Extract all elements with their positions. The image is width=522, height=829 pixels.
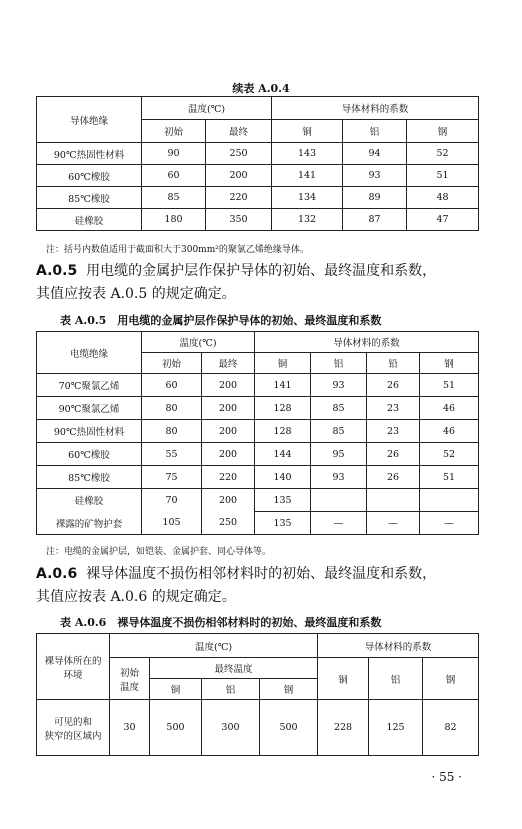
paragraph-a06 bbox=[36, 563, 496, 609]
paragraph-text: 用电缆的金属护层作保护导体的初始、最终温度和系数， bbox=[86, 263, 437, 279]
cell-initial: 55 bbox=[142, 443, 202, 466]
cell-aluminum: 87 bbox=[343, 209, 407, 231]
cell-name: 裸露的矿物护套 bbox=[37, 512, 142, 535]
cell-steel: — bbox=[420, 512, 479, 535]
sub-lead: 铅 bbox=[367, 353, 420, 374]
header-temp: 温度(℃) bbox=[142, 97, 272, 120]
cell-initial: 180 bbox=[142, 209, 206, 231]
final-steel: 钢 bbox=[260, 679, 318, 700]
sub-initial: 初始 bbox=[142, 120, 206, 143]
cell-final: 200 bbox=[202, 420, 255, 443]
header-coef: 导体材料的系数 bbox=[255, 332, 479, 353]
cell-aluminum: 85 bbox=[311, 420, 367, 443]
cell-lead: 26 bbox=[367, 466, 420, 489]
sub-aluminum: 铝 bbox=[311, 353, 367, 374]
cell-aluminum: 95 bbox=[311, 443, 367, 466]
cell-steel: 46 bbox=[420, 397, 479, 420]
sub-initial: 初始 bbox=[142, 353, 202, 374]
cell-name: 90℃热固性材料 bbox=[37, 143, 142, 165]
table-a06 bbox=[36, 633, 479, 756]
cell-environment bbox=[37, 700, 110, 756]
cell-aluminum: 93 bbox=[311, 466, 367, 489]
cell-initial: 80 bbox=[142, 397, 202, 420]
cell-lead: — bbox=[367, 512, 420, 535]
cell-steel: 52 bbox=[420, 443, 479, 466]
cell-copper: 128 bbox=[255, 420, 311, 443]
cell-final: 250 bbox=[206, 143, 272, 165]
paragraph-text: 裸导体温度不损伤相邻材料时的初始、最终温度和系数， bbox=[86, 566, 437, 582]
table-a05-note: 注：电缆的金属护层，如铠装、金属护套、同心导体等。 bbox=[46, 547, 272, 557]
cell-lead: 26 bbox=[367, 443, 420, 466]
cell-name: 硅橡胶 bbox=[37, 209, 142, 231]
table-a06-caption: 表 A.0.6 裸导体温度不损伤相邻材料时的初始、最终温度和系数 bbox=[60, 616, 382, 629]
cell-final: 200 bbox=[202, 443, 255, 466]
final-aluminum: 铝 bbox=[202, 679, 260, 700]
sub-steel: 钢 bbox=[407, 120, 479, 143]
sub-initial-line: 初始 bbox=[119, 667, 139, 679]
cell-name: 85℃橡胶 bbox=[37, 187, 142, 209]
cell-aluminum: 85 bbox=[311, 397, 367, 420]
table-row bbox=[37, 443, 479, 466]
header-environment-line: 环境 bbox=[63, 669, 83, 681]
header-insulation: 导体绝缘 bbox=[37, 97, 142, 143]
cell-initial: 105 bbox=[142, 512, 202, 535]
cell-copper: 128 bbox=[255, 397, 311, 420]
final-copper: 铜 bbox=[150, 679, 202, 700]
cell-aluminum: 125 bbox=[369, 700, 423, 756]
cell-aluminum: 94 bbox=[343, 143, 407, 165]
paragraph-text: 其值应按表 A.0.6 的规定确定。 bbox=[36, 589, 236, 605]
sub-initial-temp bbox=[110, 658, 150, 700]
cell-initial: 75 bbox=[142, 466, 202, 489]
cell-aluminum: 89 bbox=[343, 187, 407, 209]
cell-copper: 132 bbox=[272, 209, 343, 231]
cell-steel: 46 bbox=[420, 420, 479, 443]
cell-initial: 85 bbox=[142, 187, 206, 209]
cell-name: 90℃聚氯乙烯 bbox=[37, 397, 142, 420]
cell-copper: 141 bbox=[272, 165, 343, 187]
cell-name: 85℃橡胶 bbox=[37, 466, 142, 489]
cell-aluminum: 93 bbox=[311, 374, 367, 397]
cell-steel: 48 bbox=[407, 187, 479, 209]
cell-copper: 135 bbox=[255, 489, 311, 512]
cell-lead: 23 bbox=[367, 397, 420, 420]
sub-final-temp: 最终温度 bbox=[150, 658, 318, 679]
table-row bbox=[37, 209, 479, 231]
cell-copper: 228 bbox=[318, 700, 369, 756]
paragraph-text: 其值应按表 A.0.5 的规定确定。 bbox=[36, 286, 236, 302]
sub-steel: 钢 bbox=[420, 353, 479, 374]
cell-steel: 51 bbox=[407, 165, 479, 187]
cell-final-aluminum: 300 bbox=[202, 700, 260, 756]
cell-steel: 82 bbox=[423, 700, 479, 756]
sub-aluminum: 铝 bbox=[343, 120, 407, 143]
sub-initial-line: 温度 bbox=[119, 681, 139, 693]
header-insulation: 电缆绝缘 bbox=[37, 332, 142, 374]
cell-steel bbox=[420, 489, 479, 512]
sub-final: 最终 bbox=[202, 353, 255, 374]
cell-environment-line: 狭窄的区域内 bbox=[44, 730, 102, 742]
cell-initial: 90 bbox=[142, 143, 206, 165]
cell-copper: 143 bbox=[272, 143, 343, 165]
cell-final: 220 bbox=[202, 466, 255, 489]
table-row bbox=[37, 512, 479, 535]
cell-final: 200 bbox=[206, 165, 272, 187]
sub-copper: 铜 bbox=[255, 353, 311, 374]
table-row bbox=[37, 466, 479, 489]
header-temp: 温度(℃) bbox=[142, 332, 255, 353]
cell-steel: 51 bbox=[420, 374, 479, 397]
cell-lead: 23 bbox=[367, 420, 420, 443]
cell-initial: 60 bbox=[142, 374, 202, 397]
table-a04-note: 注：括号内数值适用于截面积大于300mm²的聚氯乙烯绝缘导体。 bbox=[46, 245, 309, 255]
cell-name: 70℃聚氯乙烯 bbox=[37, 374, 142, 397]
table-a05-caption: 表 A.0.5 用电缆的金属护层作保护导体的初始、最终温度和系数 bbox=[60, 314, 382, 327]
table-row bbox=[37, 397, 479, 420]
header-environment-line: 裸导体所在的 bbox=[44, 655, 102, 667]
sub-steel: 钢 bbox=[423, 658, 479, 700]
cell-name: 60℃橡胶 bbox=[37, 165, 142, 187]
cell-aluminum: 93 bbox=[343, 165, 407, 187]
table-row bbox=[37, 165, 479, 187]
table-row bbox=[37, 489, 479, 512]
cell-aluminum bbox=[311, 489, 367, 512]
cell-copper: 135 bbox=[255, 512, 311, 535]
cell-steel: 51 bbox=[420, 466, 479, 489]
table-row bbox=[37, 700, 479, 756]
table-a04-caption: 续表 A.0.4 bbox=[232, 82, 290, 95]
cell-environment-line: 可见的和 bbox=[53, 716, 92, 728]
sub-copper: 铜 bbox=[272, 120, 343, 143]
cell-steel: 52 bbox=[407, 143, 479, 165]
cell-copper: 140 bbox=[255, 466, 311, 489]
cell-final-copper: 500 bbox=[150, 700, 202, 756]
cell-initial: 70 bbox=[142, 489, 202, 512]
cell-final: 200 bbox=[202, 397, 255, 420]
cell-final: 350 bbox=[206, 209, 272, 231]
table-row bbox=[37, 187, 479, 209]
cell-lead bbox=[367, 489, 420, 512]
cell-final: 220 bbox=[206, 187, 272, 209]
cell-aluminum: — bbox=[311, 512, 367, 535]
cell-copper: 144 bbox=[255, 443, 311, 466]
cell-name: 60℃橡胶 bbox=[37, 443, 142, 466]
header-coef: 导体材料的系数 bbox=[272, 97, 479, 120]
table-row bbox=[37, 420, 479, 443]
cell-steel: 47 bbox=[407, 209, 479, 231]
cell-copper: 141 bbox=[255, 374, 311, 397]
clause-number: A.0.6 bbox=[36, 566, 78, 582]
cell-initial: 80 bbox=[142, 420, 202, 443]
cell-initial: 60 bbox=[142, 165, 206, 187]
cell-final: 200 bbox=[202, 489, 255, 512]
sub-final: 最终 bbox=[206, 120, 272, 143]
cell-final: 250 bbox=[202, 512, 255, 535]
page-number: · 55 · bbox=[431, 770, 462, 784]
table-row bbox=[37, 143, 479, 165]
cell-copper: 134 bbox=[272, 187, 343, 209]
paragraph-a05 bbox=[36, 260, 496, 306]
header-coef: 导体材料的系数 bbox=[318, 634, 479, 658]
cell-lead: 26 bbox=[367, 374, 420, 397]
clause-number: A.0.5 bbox=[36, 263, 78, 279]
header-environment bbox=[37, 634, 110, 700]
table-a05 bbox=[36, 331, 479, 535]
sub-copper: 铜 bbox=[318, 658, 369, 700]
cell-initial: 30 bbox=[110, 700, 150, 756]
header-temp: 温度(℃) bbox=[110, 634, 318, 658]
cell-final: 200 bbox=[202, 374, 255, 397]
cell-name: 硅橡胶 bbox=[37, 489, 142, 512]
table-a04-cont bbox=[36, 96, 479, 231]
table-row bbox=[37, 374, 479, 397]
sub-aluminum: 铝 bbox=[369, 658, 423, 700]
cell-final-steel: 500 bbox=[260, 700, 318, 756]
cell-name: 90℃热固性材料 bbox=[37, 420, 142, 443]
